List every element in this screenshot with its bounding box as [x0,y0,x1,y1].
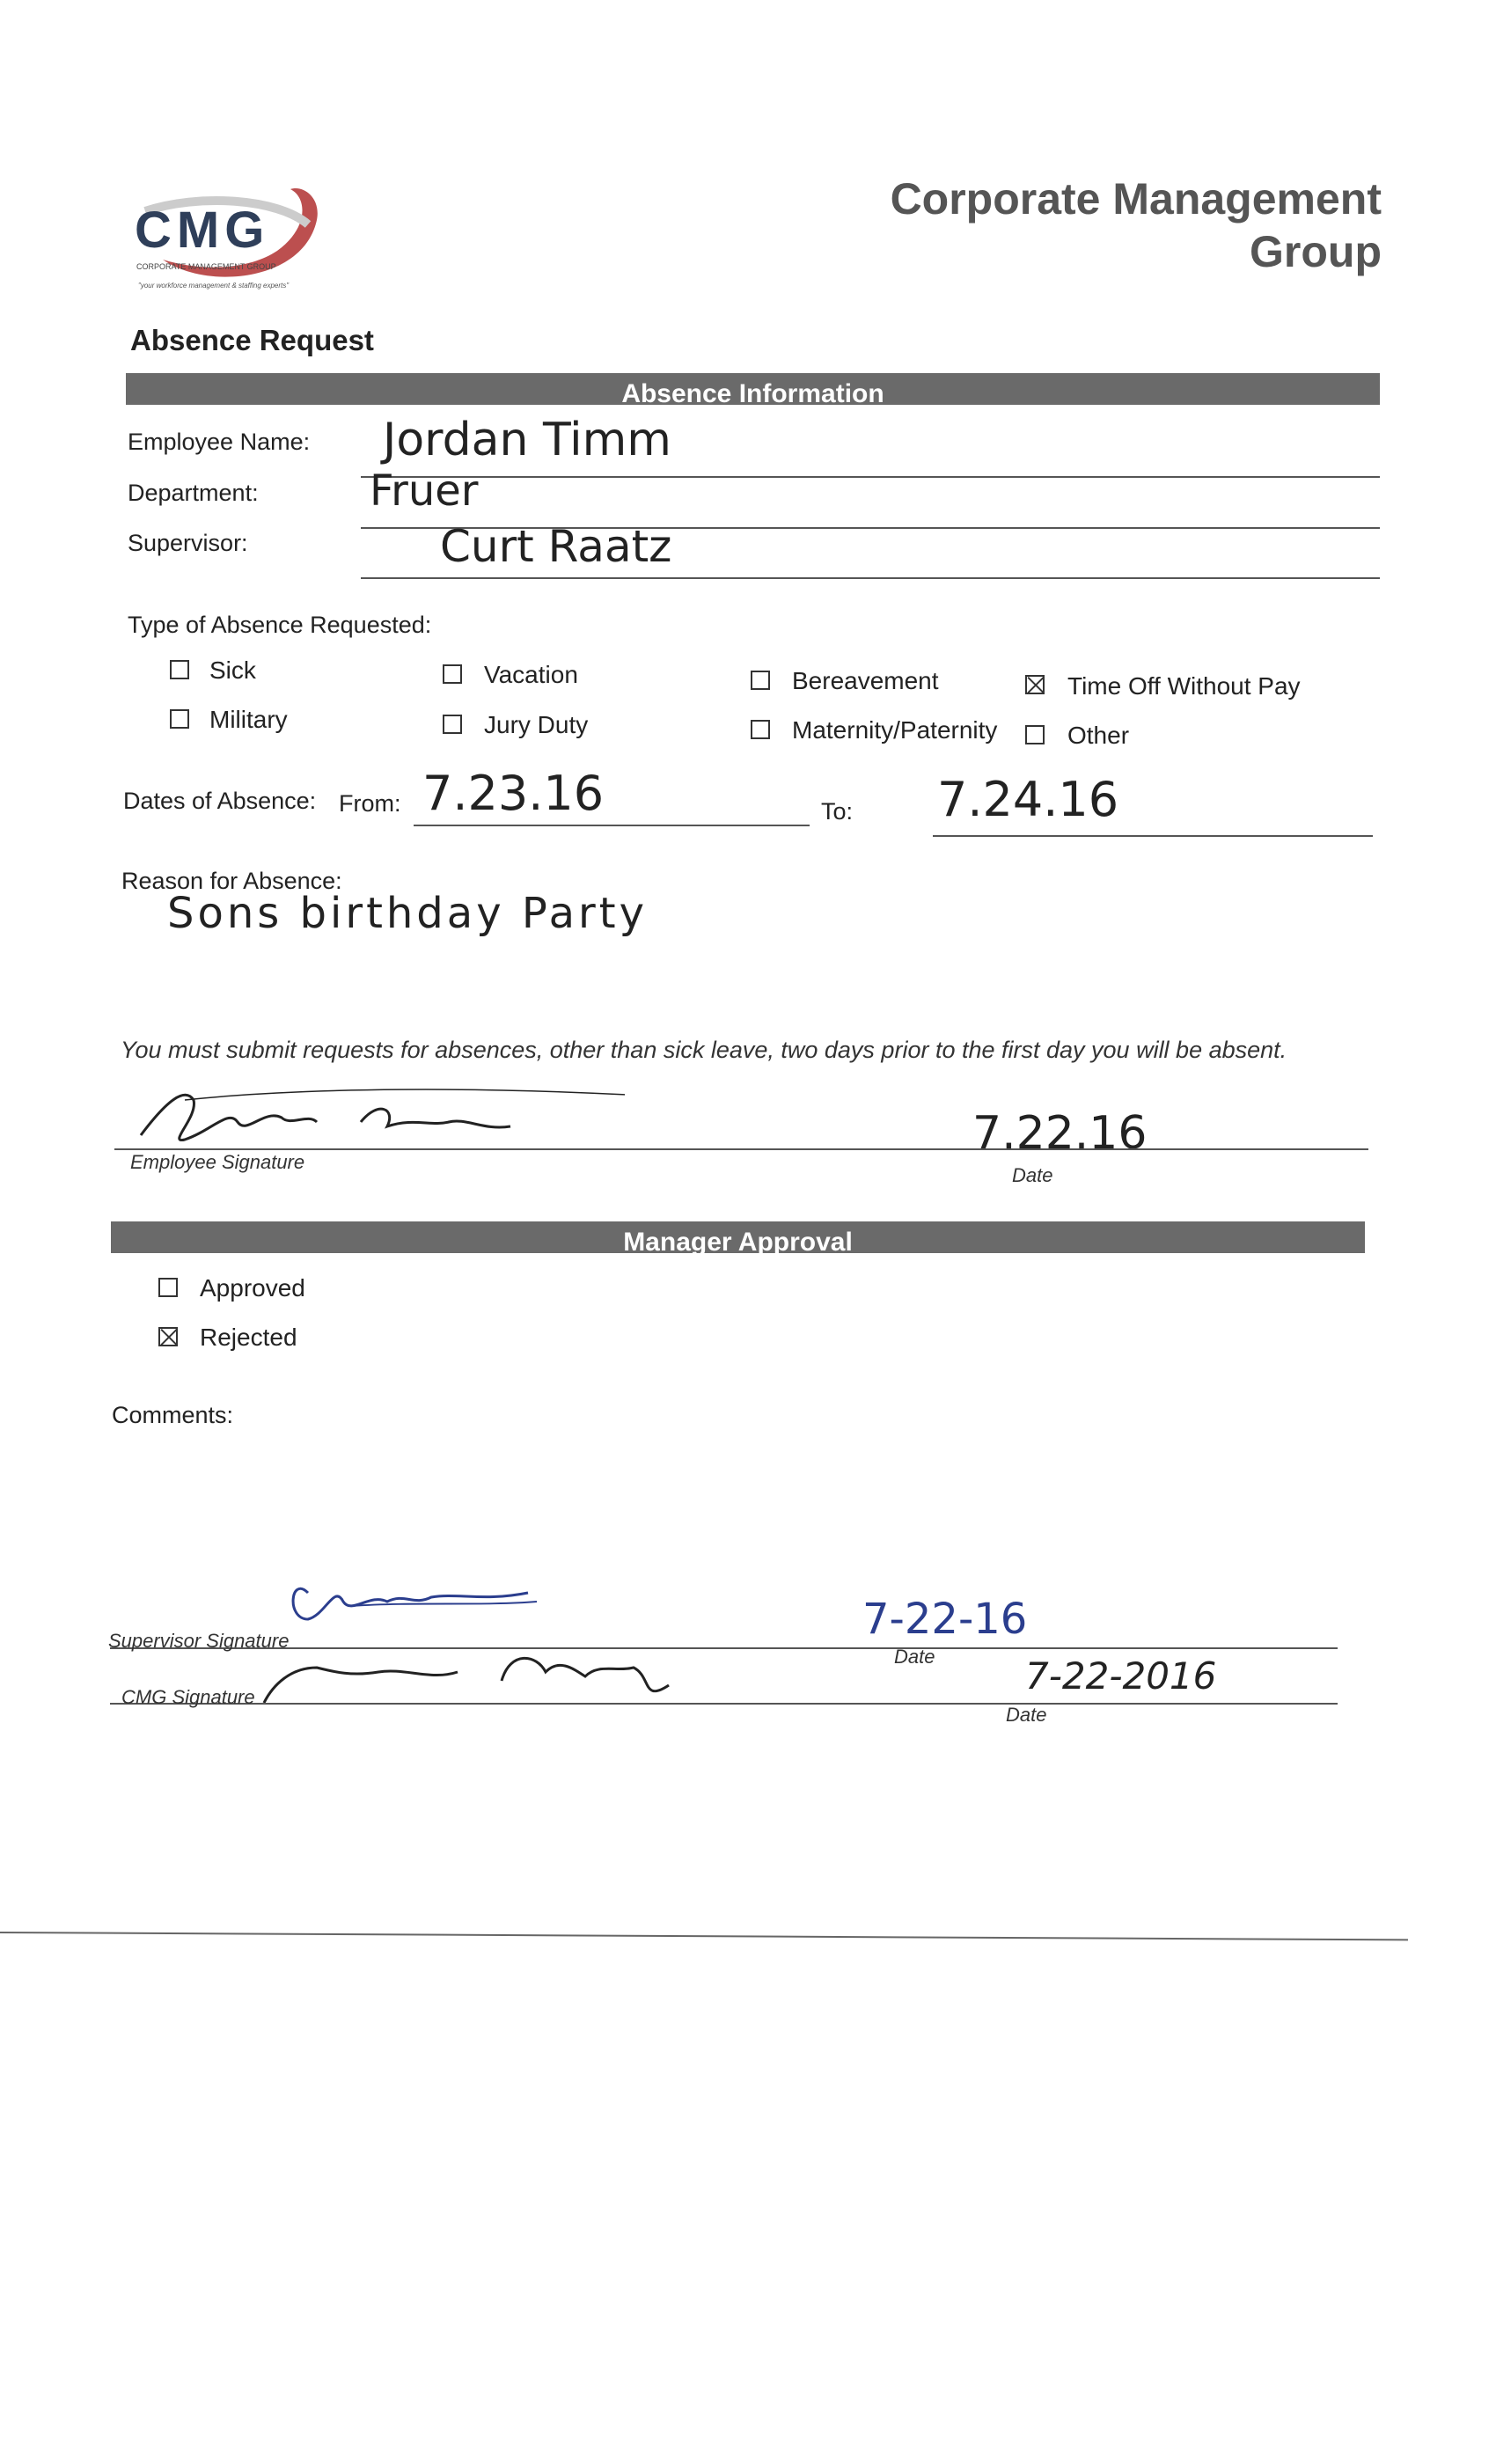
bereavement-checkbox[interactable] [751,671,770,690]
jury-duty-checkbox[interactable] [443,715,462,734]
employee-signature-line [114,1148,1368,1150]
approved-checkbox[interactable] [158,1278,178,1297]
to-label: To: [821,798,854,825]
company-name-line2: Group [1250,227,1382,276]
sick-option-label: Sick [209,656,256,684]
employee-signature-icon [132,1082,625,1153]
employee-name-line [361,476,1380,478]
from-label: From: [339,790,401,817]
maternity-paternity-checkbox[interactable] [751,720,770,739]
cmg-date-label: Date [1006,1704,1047,1726]
rejected-option-label: Rejected [200,1324,297,1351]
manager-approval-header [111,1221,1365,1257]
supervisor-date-label: Date [894,1646,935,1668]
company-name [891,172,1382,278]
approved-option-label: Approved [200,1274,305,1302]
page-edge-line [0,1932,1408,1940]
dates-of-absence-label: Dates of Absence: [123,788,317,814]
logo-subtitle: CORPORATE MANAGEMENT GROUP [136,262,276,271]
absence-information-header-label: Absence Information [621,379,884,408]
submission-notice: You must submit requests for absences, other than sick leave, two days prior to the first day you will be absent. [121,1037,1287,1063]
time-off-without-pay-option-label: Time Off Without Pay [1067,672,1301,700]
employee-name-value[interactable]: Jordan Timm [383,414,671,466]
other-checkbox[interactable] [1025,725,1045,744]
bereavement-option-label: Bereavement [792,667,939,694]
jury-duty-option-label: Jury Duty [484,711,589,738]
reason-value[interactable]: Sons birthday Party [167,889,649,938]
company-name-line1: Corporate Management [890,174,1382,224]
supervisor-line [361,577,1380,579]
employee-signature-label: Employee Signature [130,1151,305,1173]
logo-mark: CMG [135,202,270,259]
from-date-value[interactable]: 7.23.16 [422,766,605,821]
sick-checkbox[interactable] [170,660,189,679]
manager-approval-header-label: Manager Approval [623,1228,853,1257]
supervisor-label: Supervisor: [128,530,248,556]
to-date-value[interactable]: 7.24.16 [937,772,1119,827]
supervisor-signature-icon [282,1566,546,1637]
logo-tagline: "your workforce management & staffing experts" [138,282,290,290]
cmg-signature-icon [246,1632,739,1720]
absence-type-label: Type of Absence Requested: [128,612,432,638]
other-option-label: Other [1067,722,1130,749]
reason-label: Reason for Absence: [121,868,342,894]
supervisor-value[interactable]: Curt Raatz [440,521,672,572]
vacation-checkbox[interactable] [443,664,462,684]
supervisor-date-value[interactable]: 7-22-16 [862,1595,1028,1644]
vacation-option-label: Vacation [484,661,578,688]
cmg-signature-line [110,1703,1338,1705]
employee-name-label: Employee Name: [128,429,311,455]
military-checkbox[interactable] [170,709,189,729]
from-date-line [414,825,810,826]
time-off-without-pay-checkbox[interactable] [1025,675,1045,694]
cmg-logo [128,176,339,308]
maternity-paternity-option-label: Maternity/Paternity [792,716,998,744]
rejected-checkbox[interactable] [158,1327,178,1346]
cmg-signature-label: CMG Signature [121,1686,255,1708]
cmg-date-value[interactable]: 7-22-2016 [1025,1654,1217,1698]
military-option-label: Military [209,706,288,733]
form-title: Absence Request [130,324,374,356]
to-date-line [933,835,1373,837]
absence-information-header [126,373,1380,408]
supervisor-signature-label: Supervisor Signature [108,1630,290,1652]
department-value[interactable]: Fruer [370,466,479,516]
employee-date-value[interactable]: 7.22.16 [972,1107,1148,1160]
employee-date-label: Date [1012,1164,1053,1186]
department-label: Department: [128,480,259,506]
comments-label: Comments: [112,1402,234,1428]
